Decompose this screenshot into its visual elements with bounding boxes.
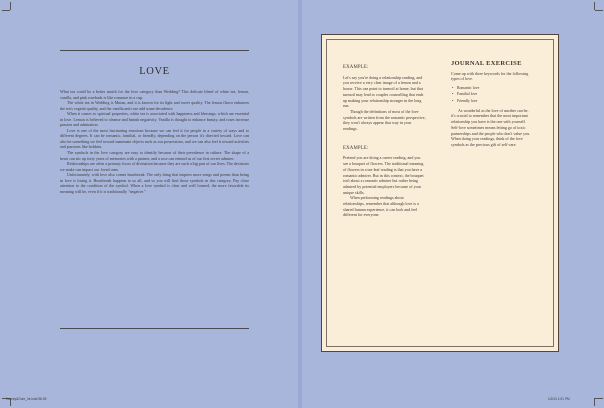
left-body-text (60, 89, 249, 194)
paragraph: When it comes to spiritual properties, white tea is associated with happiness and blessings, which are essential in love. Lemon is believed to cleanse and banish negativity. Vanilla is thought to enhance beauty, and roses increase passion and admiration. (60, 111, 249, 128)
journal-column (451, 60, 531, 148)
paragraph: The white tea in Wedding is Mutan, and it is known for its light and sweet quality. The lemon flavor enhances the tea's vegetal quality, and the vanilla and rose add some decadence. (60, 100, 249, 111)
crop-mark-top-right (594, 2, 595, 10)
bullet-dot-icon: • (452, 92, 454, 97)
list-item (452, 98, 531, 104)
page-title: LOVE (139, 66, 170, 77)
bullet-dot-icon: • (452, 98, 454, 103)
example-paragraph: Though the definitions of most of the love symbols are written from the romantic perspective, they won't always appear that way in your readings. (343, 108, 426, 132)
example-label: EXAMPLE: (343, 145, 369, 151)
bullet-text: Familial love (457, 92, 478, 97)
example-label: EXAMPLE: (343, 65, 369, 70)
bottom-rule (60, 328, 249, 329)
footer-slug-left: Harvey&Gore_int.indd 58-59 (6, 397, 47, 401)
journal-outro: As wonderful as the love of another can be, it's crucial to remember that the most important relationship you have is the one with yourself. Self-love sometimes means letting go of toxic partnerships and the people who don't value you. When doing your readings, think of the love symbols as the precious gift of self-care. (451, 107, 531, 147)
journal-title: JOURNAL EXERCISE (451, 60, 522, 67)
journal-bullet-list (451, 85, 531, 104)
crop-mark-bottom-right-h (595, 398, 603, 399)
paragraph: Love is one of the most fascinating emotions because we can feel it for people in a variety of ways and to different degrees. It can be romantic, familial, or friendly, depending on the person it's directed toward. Love can also be something we feel toward inanimate objects such as our possessions, and we can also feel it toward activities and passions like hobbies. (60, 127, 249, 150)
footer-slug-right: 1/2/24 1:01 PM (548, 397, 570, 401)
crop-mark-bottom-right (594, 398, 595, 406)
example-paragraph: Pretend you are doing a career reading, and you see a bouquet of flowers. The traditional meaning of flowers in a tea-leaf reading is that you have a romantic admirer. But in this context, the bouquet isn't about a romantic admirer but rather being admired by potential employers because of your unique skills. (343, 155, 424, 195)
crop-mark-top-left (10, 2, 11, 10)
crop-mark-top-right-h (595, 10, 603, 11)
paragraph: What tea could be a better match for the love category than Wedding? This delicate blend of white tea, lemon, vanilla, and pink rosebuds is like romance in a cup. (60, 89, 249, 100)
crop-mark-top-left-h (2, 10, 10, 11)
left-page-content (60, 50, 249, 194)
journal-intro: Come up with three keywords for the following types of love. (451, 70, 529, 82)
paragraph: Unfortunately, with love also comes heartbreak. The only thing that inspires more songs and poems than being in love is losing it. Heartbreak happens to us all, and so you will find those symbols in this category. Pay close attention to the condition of the symbol. When a love symbol is clear and well formed, the more favorable its meaning will be, even if it is traditionally "negative." (60, 172, 249, 194)
example-paragraph: When performing readings about relationships, remember that although love is a shared human experience, it can look and feel different for everyone. (343, 195, 419, 218)
bullet-text: Friendly love (457, 98, 478, 103)
examples-column (343, 65, 426, 218)
title-top-rule (60, 50, 249, 51)
sidebar-card (321, 34, 559, 352)
bullet-text: Romantic love (457, 86, 480, 91)
bullet-dot-icon: • (452, 86, 454, 91)
paragraph: Relationships are often a primary focus of divination because they are such a big part of our lives. The decisions we make can impact our loved ones. (60, 161, 249, 172)
example-paragraph: Let's say you're doing a relationship reading, and you receive a very clear image of a lemon and a house. This can point to turmoil at home, but that turmoil may lead to couples counselling that ends up making your relationship stronger in the long run. (343, 74, 424, 109)
paragraph: The symbols in the love category are easy to identify because of their prevalence in culture. The shape of a heart can stir up forty years of memories with a partner, and a rose can remind us of our first secret admirer. (60, 150, 249, 161)
